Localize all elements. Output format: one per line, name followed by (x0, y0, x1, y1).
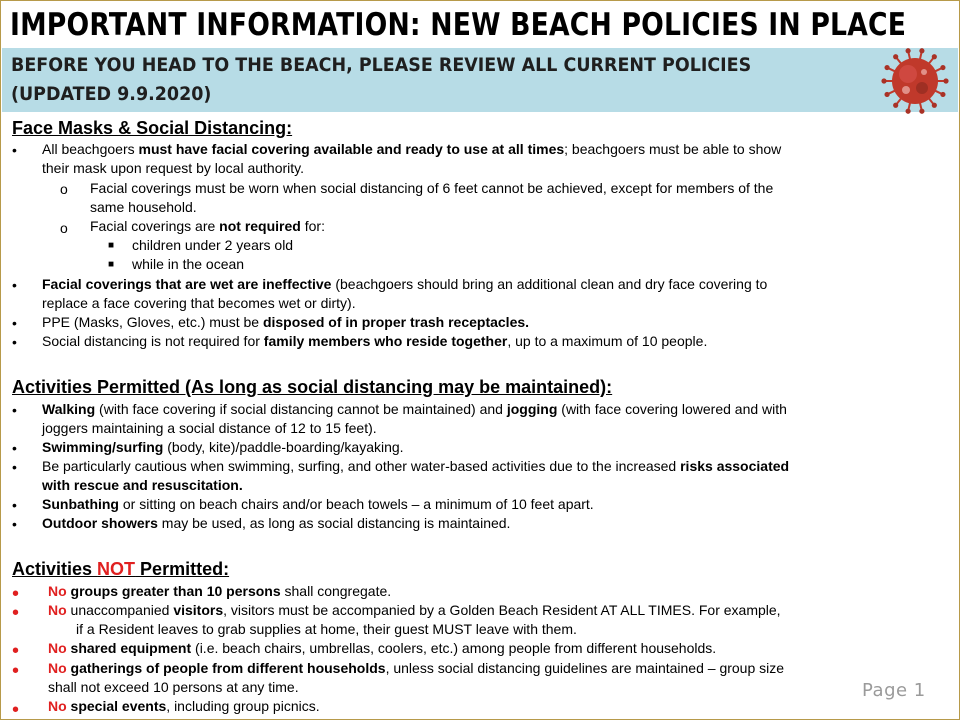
list-item: Outdoor showers may be used, as long as social distancing is maintained. (42, 515, 511, 531)
list-item: All beachgoers must have facial covering available and ready to use at all times; beachgoers must be able to show their mask upon request by local authority. (42, 141, 782, 176)
bullet-dot-icon: • (12, 640, 20, 662)
bullet-dot-icon: • (12, 583, 20, 605)
subtitle-line-2: (UPDATED 9.9.2020) (11, 83, 212, 105)
list-item: Sunbathing or sitting on beach chairs and/or beach towels – a minimum of 10 feet apart. (42, 496, 594, 512)
list-item: Facial coverings that are wet are ineffective (beachgoers should bring an additional clean and dry face covering to replace a face covering that becomes wet or dirty). (42, 276, 768, 311)
bullet-dot-icon: • (12, 699, 20, 721)
list-item: Facial coverings must be worn when social distancing of 6 feet cannot be achieved, except for members of the same household. (90, 180, 774, 215)
circle-o-icon: o (60, 220, 68, 236)
bullet-dot-icon: • (12, 497, 17, 513)
list-item: Facial coverings are not required for: (90, 218, 325, 234)
circle-o-icon: o (60, 181, 68, 197)
heading-activities-permitted: Activities Permitted (As long as social distancing may be maintained): (12, 377, 613, 397)
list-item: children under 2 years old (132, 237, 294, 253)
bullet-dot-icon: • (12, 602, 20, 624)
list-item: while in the ocean (132, 256, 245, 272)
bullet-dot-icon: • (12, 440, 17, 456)
heading-activities-not-permitted: Activities NOT Permitted: (12, 559, 230, 579)
bullet-dot-icon: • (12, 459, 17, 475)
bullet-dot-icon: • (12, 334, 17, 350)
list-item: PPE (Masks, Gloves, etc.) must be disposed of in proper trash receptacles. (42, 314, 530, 330)
list-item: Swimming/surfing (body, kite)/paddle-boarding/kayaking. (42, 439, 404, 455)
list-item: Be particularly cautious when swimming, surfing, and other water-based activities due to the increased risks associated with rescue and resuscitation. (42, 458, 790, 493)
bullet-dot-icon: • (12, 516, 17, 532)
bullet-dot-icon: • (12, 402, 17, 418)
bullet-dot-icon: • (12, 660, 20, 682)
list-item: Social distancing is not required for family members who reside together, up to a maximum of 10 people. (42, 333, 708, 349)
list-item: Walking (with face covering if social distancing cannot be maintained) and jogging (with face covering lowered and with joggers maintaining a social distance of 12 to 15 feet). (42, 401, 787, 436)
coronavirus-icon (878, 48, 952, 114)
page-number: Page 1 (862, 680, 926, 701)
square-bullet-icon: ■ (108, 259, 115, 270)
bullet-dot-icon: • (12, 315, 17, 331)
list-item: No gatherings of people from different households, unless social distancing guidelines are maintained – group size shall not exceed 10 persons at any time. (48, 660, 785, 695)
subtitle-line-1: BEFORE YOU HEAD TO THE BEACH, PLEASE REVIEW ALL CURRENT POLICIES (11, 54, 752, 76)
list-item: No shared equipment (i.e. beach chairs, umbrellas, coolers, etc.) among people from different households. (48, 640, 717, 656)
subtitle-band (2, 48, 958, 112)
bullet-dot-icon: • (12, 142, 17, 158)
heading-face-masks: Face Masks & Social Distancing: (12, 118, 293, 138)
list-item: No special events, including group picnics. (48, 698, 320, 714)
bullet-dot-icon: • (12, 277, 17, 293)
square-bullet-icon: ■ (108, 240, 115, 251)
list-item: No groups greater than 10 persons shall congregate. (48, 583, 392, 599)
list-item: No unaccompanied visitors, visitors must be accompanied by a Golden Beach Resident AT ALL TIMES. For example, if a Resident leaves to grab supplies at home, their guest MUST leave with them. (48, 602, 781, 637)
page-title: IMPORTANT INFORMATION: NEW BEACH POLICIES IN PLACE (10, 7, 907, 43)
